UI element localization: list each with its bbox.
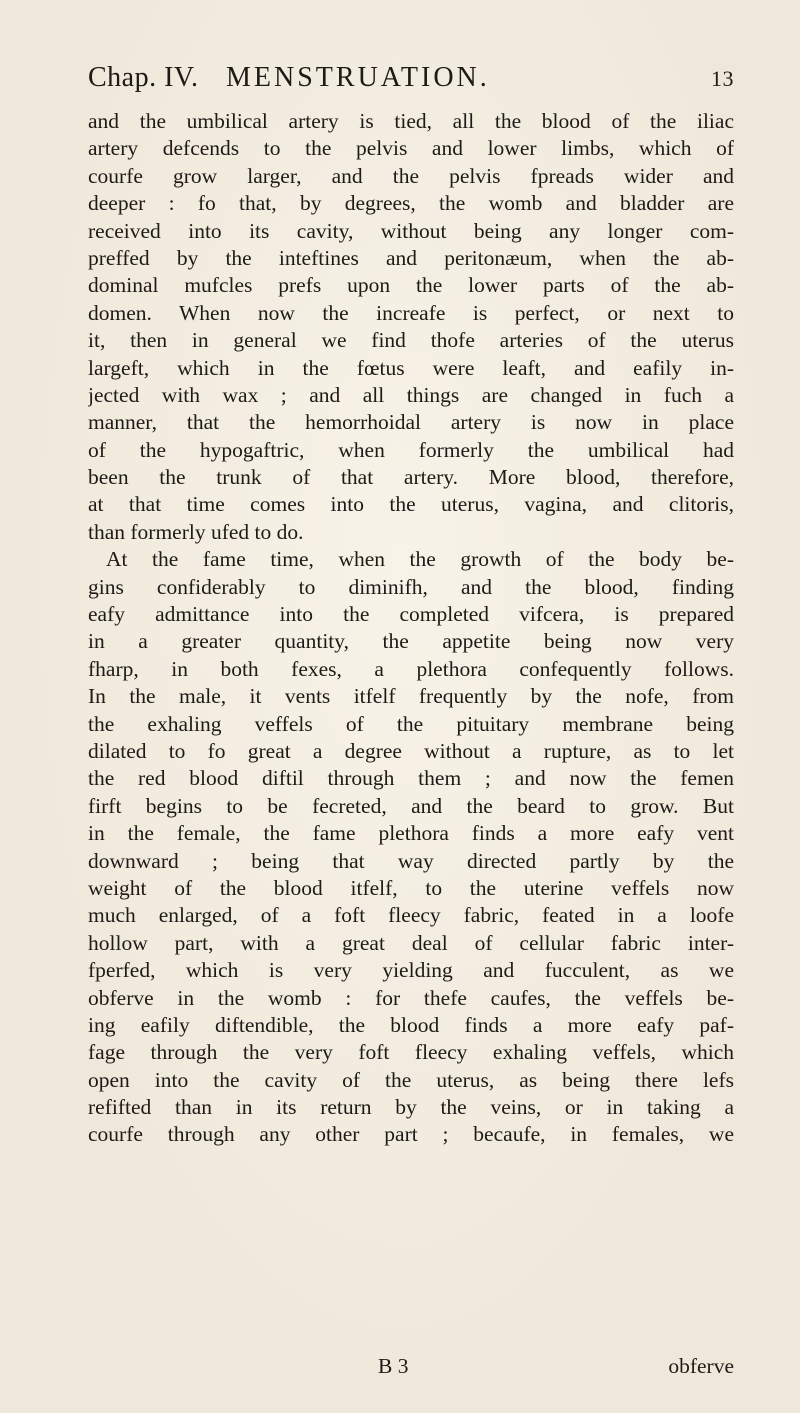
catchword: obferve xyxy=(668,1354,734,1378)
body-text xyxy=(88,108,734,1149)
text-line: much enlarged, of a foft fleecy fabric, feated in a loofe xyxy=(88,903,734,928)
text-line: manner, that the hemorrhoidal artery is now in place xyxy=(88,410,734,435)
text-line: fage through the very foft fleecy exhaling veffels, which xyxy=(88,1040,734,1065)
text-line: preffed by the inteftines and peritonæum, when the ab- xyxy=(88,245,734,270)
paragraph-end-line: than formerly ufed to do. xyxy=(88,519,304,544)
chapter-label: Chap. IV. xyxy=(88,62,199,93)
text-line: at that time comes into the uterus, vagina, and clitoris, xyxy=(88,492,734,517)
page-footer xyxy=(88,1354,734,1384)
text-line: jected with wax ; and all things are changed in fuch a xyxy=(88,382,734,407)
text-line: firft begins to be fecreted, and the beard to grow. But xyxy=(88,793,734,818)
page-number: 13 xyxy=(711,66,734,91)
text-line: largeft, which in the fœtus were leaft, and eafily in- xyxy=(88,355,734,380)
text-line: the red blood diftil through them ; and now the femen xyxy=(88,766,734,791)
text-line: in the female, the fame plethora finds a more eafy vent xyxy=(88,821,734,846)
text-line: the exhaling veffels of the pituitary membrane being xyxy=(88,711,734,736)
paragraph-start-line: At the fame time, when the growth of the body be- xyxy=(106,547,734,572)
text-line: refifted than in its return by the veins, or in taking a xyxy=(88,1095,734,1120)
text-line: in a greater quantity, the appetite being now very xyxy=(88,629,734,654)
text-line: obferve in the womb : for thefe caufes, the veffels be- xyxy=(88,985,734,1010)
text-line: downward ; being that way directed partly by the xyxy=(88,848,734,873)
text-line: eafy admittance into the completed vifcera, is prepared xyxy=(88,602,734,627)
running-header xyxy=(88,62,734,102)
text-line: been the trunk of that artery. More blood, therefore, xyxy=(88,465,734,490)
text-line: of the hypogaftric, when formerly the umbilical had xyxy=(88,437,734,462)
text-line: dominal mufcles prefs upon the lower parts of the ab- xyxy=(88,273,734,298)
text-line: weight of the blood itfelf, to the uterine veffels now xyxy=(88,875,734,900)
text-line: received into its cavity, without being any longer com- xyxy=(88,218,734,243)
text-line: domen. When now the increafe is perfect, or next to xyxy=(88,300,734,325)
text-line: open into the cavity of the uterus, as being there lefs xyxy=(88,1067,734,1092)
text-line: artery defcends to the pelvis and lower limbs, which of xyxy=(88,136,734,161)
text-line: courfe grow larger, and the pelvis fpreads wider and xyxy=(88,163,734,188)
signature-mark: B 3 xyxy=(378,1354,409,1378)
text-line: courfe through any other part ; becaufe, in females, we xyxy=(88,1122,734,1147)
text-line: gins confiderably to diminifh, and the blood, finding xyxy=(88,574,734,599)
text-line: it, then in general we find thofe arteries of the uterus xyxy=(88,328,734,353)
text-line: dilated to fo great a degree without a rupture, as to let xyxy=(88,738,734,763)
text-line: ing eafily diftendible, the blood finds a more eafy paf- xyxy=(88,1012,734,1037)
text-line: hollow part, with a great deal of cellular fabric inter- xyxy=(88,930,734,955)
text-line: In the male, it vents itfelf frequently by the nofe, from xyxy=(88,684,734,709)
text-line: fperfed, which is very yielding and fucculent, as we xyxy=(88,958,734,983)
text-line: deeper : fo that, by degrees, the womb and bladder are xyxy=(88,191,734,216)
text-line: and the umbilical artery is tied, all the blood of the iliac xyxy=(88,109,734,133)
running-title: MENSTRUATION. xyxy=(226,62,490,93)
text-line: fharp, in both fexes, a plethora confequently follows. xyxy=(88,656,734,681)
